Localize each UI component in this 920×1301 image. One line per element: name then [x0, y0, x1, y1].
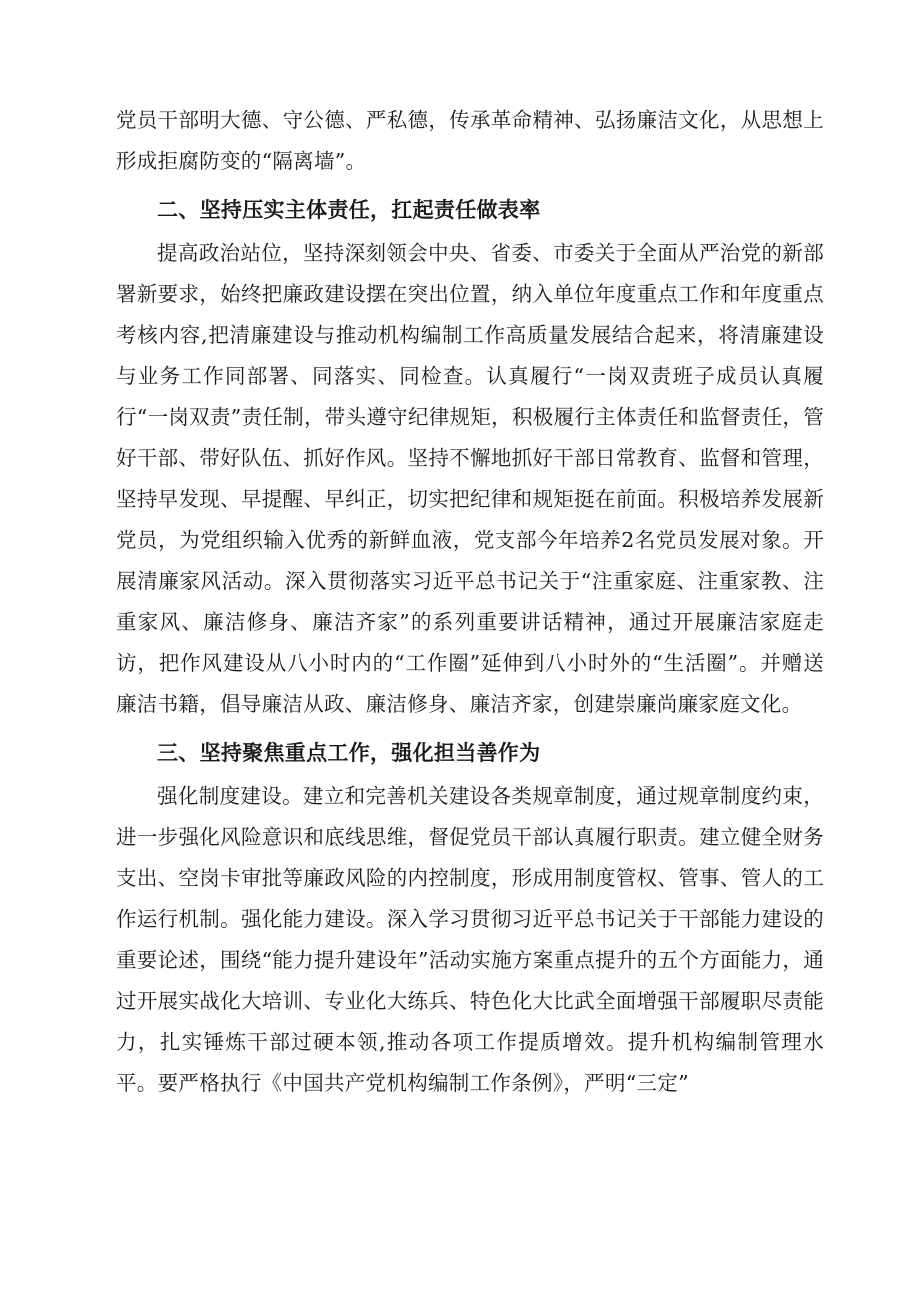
section-heading-3: 三、坚持聚焦重点工作，强化担当善作为 [157, 741, 541, 765]
document-body [116, 100, 824, 1104]
section-heading-2: 二、坚持压实主体责任，扛起责任做表率 [157, 198, 541, 222]
paragraph-section-2: 提高政治站位，坚持深刻领会中央、省委、市委关于全面从严治党的新部署新要求，始终把廉政建设摆在突出位置，纳入单位年度重点工作和年度重点考核内容,把清廉建设与推动机构编制工作高质量发展结合起来，将清廉建设与业务工作同部署、同落实、同检查。认真履行“一岗双责班子成员认真履行“一岗双责”责任制，带头遵守纪律规矩，积极履行主体责任和监督责任，管好干部、带好队伍、抓好作风。坚持不懈地抓好干部日常教育、监督和管理，坚持早发现、早提醒、早纠正，切实把纪律和规矩挺在前面。积极培养发展新党员，为党组织输入优秀的新鲜血液，党支部今年培养2名党员发展对象。开展清廉家风活动。深入贯彻落实习近平总书记关于“注重家庭、注重家教、注重家风、廉洁修身、廉洁齐家”的系列重要讲话精神，通过开展廉洁家庭走访，把作风建设从八小时内的“工作圈”延伸到八小时外的“生活圈”。并赠送廉洁书籍，倡导廉洁从政、廉洁修身、廉洁齐家，创建崇廉尚廉家庭文化。 [116, 241, 824, 716]
paragraph-continued: 党员干部明大德、守公德、严私德，传承革命精神、弘扬廉洁文化，从思想上形成拒腐防变的“隔离墙”。 [116, 108, 824, 173]
paragraph-section-3: 强化制度建设。建立和完善机关建设各类规章制度，通过规章制度约束，进一步强化风险意识和底线思维，督促党员干部认真履行职责。建立健全财务支出、空岗卡审批等廉政风险的内控制度，形成用制度管权、管事、管人的工作运行机制。强化能力建设。深入学习贯彻习近平总书记关于干部能力建设的重要论述，围绕“能力提升建设年”活动实施方案重点提升的五个方面能力，通过开展实战化大培训、专业化大练兵、特色化大比武全面增强干部履职尽责能力，扎实锤炼干部过硬本领,推动各项工作提质增效。提升机构编制管理水平。要严格执行《中国共产党机构编制工作条例》，严明“三定” [116, 784, 824, 1095]
